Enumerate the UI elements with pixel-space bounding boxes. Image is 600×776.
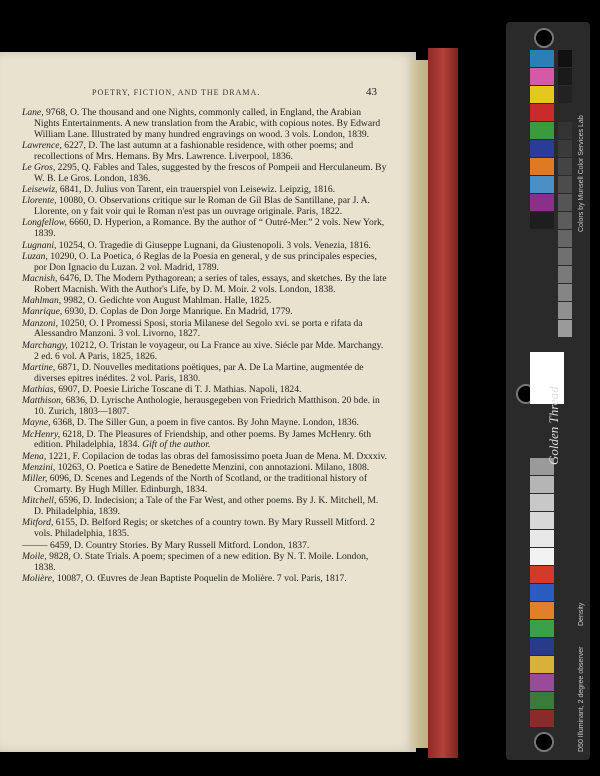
entry-text: 6660, D. Hyperion, a Romance. By the author of “ Outré-Mer.” 2 vols. New York, 1839. [34,217,385,240]
entry-text: 6907, D. Poesie Liriche Toscane di T. J. Mathias. Napoli, 1824. [55,383,302,395]
swatch-column-bottom [530,458,554,728]
color-swatch [530,494,554,511]
entry-text: 6476, D. The Modern Pythagorean; a series of tales, essays, and sketches. By the late Robert Macnish. With the Author's Life, by D. M. Moir. 2 vols. London, 1838. [34,272,387,295]
gray-swatch [558,140,572,157]
gray-swatch [558,230,572,247]
entry-text: 6841, D. Julius von Tarent, ein trauerspiel von Leisewiz. Leipzig, 1816. [57,184,336,196]
entry-author: Mitchell, [22,495,57,507]
catalog-entry [22,541,388,552]
gray-swatch [558,86,572,103]
entry-text: 10080, O. Observations critique sur le Roman de Gil Blas de Santillane, par J. A. Llorente, on y fait voir qui le Roman n'est pas un ouvrage originale. Paris, 1822. [34,195,370,218]
entry-author: Lane, [22,107,44,118]
card-hole-bottom [534,732,554,752]
gray-swatch [558,266,572,283]
entry-author: Manzoni, [22,317,58,329]
entry-text: 6227, D. The last autumn at a fashionable residence, with other poems; and recollections of Mrs. Hemans. By Mrs. Lawrence. Liverpool, 1836. [34,139,354,162]
entry-author: Leisewiz, [22,184,58,196]
gray-swatch [558,212,572,229]
entry-author: Mayne, [22,417,51,429]
card-label-top: Colors by Munsell Color Services Lab [578,115,585,232]
entry-author: Mahlman, [22,295,62,307]
catalog-entry [22,307,388,318]
entry-author: Menzini, [22,462,56,473]
entry-author: McHenry, [22,428,61,440]
color-swatch [530,638,554,655]
entry-author: Lugnani, [22,239,57,251]
color-swatch [530,476,554,493]
entry-text: 6871, D. Nouvelles meditations poëtiques, par A. De La Martine, augmentée de diverses epitres inédites. 2 vol. Paris, 1830. [34,361,364,384]
color-swatch [530,140,554,157]
catalog-entry [22,218,388,240]
header-title: POETRY, FICTION, AND THE DRAMA. [92,88,261,97]
catalog-entry [22,385,388,396]
entry-text: 9828, O. State Trials. A poem; specimen of a new edition. By N. T. Moile. London, 1838. [34,550,369,573]
color-swatch [530,548,554,565]
color-swatch [530,530,554,547]
gray-column-top [558,50,572,338]
entry-text: 6096, D. Scenes and Legends of the North of Scotland, or the traditional history of Cromarty. By Hugh Miller. Edinburgh, 1834. [34,473,368,496]
entry-text: 10250, O. I Promessi Sposi, storia Milanese del Segolo xvi. se porta e rifata da Alessandro Manzoni. 3 vol. Livorno, 1827. [34,317,363,340]
catalog-entry [22,274,388,296]
color-swatch [530,584,554,601]
entry-text: 2295, Q. Fables and Tales, suggested by the frescos of Pompeii and Herculaneum. By W. B. Le Gros. London, 1836. [34,161,387,184]
color-swatch [530,212,554,229]
gray-swatch [558,104,572,121]
catalog-entry [22,252,388,274]
gray-swatch [558,122,572,139]
color-swatch [530,194,554,211]
catalog-entry [22,463,388,474]
gray-swatch [558,50,572,67]
gray-swatch [558,194,572,211]
entry-text: 9768, O. The thousand and one Nights, commonly called, in England, the Arabian Nights Entertainments. A new translation from the Arabic, with copious notes. By Edward William Lane. Illustrated by many hundred engravings on wood. 3 vols. London, 1839. [34,107,381,140]
color-swatch [530,656,554,673]
catalog-entry [22,241,388,252]
entry-author: Le Gros, [22,161,56,173]
catalog-entry [22,341,388,363]
catalog-entry [22,518,388,540]
gray-swatch [558,248,572,265]
entry-text: 10263, O. Poetica e Satire de Benedette Menzini, con annotazioni. Milano, 1808. [55,462,370,473]
entry-author: Mathias, [22,383,56,395]
entry-author: Marchangy, [22,339,68,351]
catalog-entry [22,418,388,429]
entry-text: 10290, O. La Poetica, ó Reglas de la Poesia en general, y de sus principales especies, por Don Ignacio du Luzan. 2 vol. Madrid, 1789. [34,250,377,273]
entry-text: 6218, D. The Pleasures of Friendship, and other poems. By James McHenry. 6th edition. Philadelphia, 1834. [34,428,372,451]
entry-author: Mena, [22,450,47,462]
catalog-entry [22,296,388,307]
color-swatch [530,158,554,175]
color-swatch [530,104,554,121]
entry-text: 10212, O. Tristan le voyageur, ou La France au xive. Siécle par Mde. Marchangy. 2 ed. 6 vol. A Paris, 1825, 1826. [34,339,384,362]
entry-text: 6459, D. Country Stories. By Mary Russell Mitford. London, 1837. [47,539,310,551]
entry-author: Moile, [22,550,47,562]
color-swatch [530,602,554,619]
color-swatch [530,68,554,85]
entry-author: Molière, [22,572,55,584]
gray-swatch [558,158,572,175]
entry-text: 6930, D. Coplas de Don Jorge Manrique. En Madrid, 1779. [62,306,293,318]
catalog-entry [22,319,388,341]
gray-swatch [558,320,572,337]
entry-author: Miller, [22,473,48,485]
entry-text: 10254, O. Tragedie di Giuseppe Lugnani, da Giustenopoli. 3 vols. Venezia, 1816. [56,239,371,251]
entry-gift-note: Gift of the author. [142,439,211,451]
entry-author: Matthison, [22,395,64,407]
card-label-bottom: D50 Illuminant, 2 degree observer [578,646,585,752]
catalog-entry [22,574,388,585]
entry-author: Macnish, [22,272,58,284]
entry-author: Llorente, [22,195,57,207]
book-cover [428,48,458,758]
gray-swatch [558,176,572,193]
catalog-entry [22,552,388,574]
color-swatch [530,710,554,727]
entry-author: Mitford, [22,517,54,529]
entry-text: 6596, D. Indecision; a Tale of the Far West, and other poems. By J. K. Mitchell, M. D. Philadelphia, 1839. [34,495,379,518]
color-swatch [530,176,554,193]
catalog-entry [22,108,388,140]
density-label: Density [578,602,585,626]
gray-swatch [558,302,572,319]
page-number: 43 [366,86,377,98]
catalog-entry [22,452,388,463]
entry-author: Luzan, [22,250,48,262]
entry-author: Lawrence, [22,139,62,151]
card-hole-top [534,28,554,48]
catalog-entry [22,363,388,385]
entry-text: 6368, D. The Siller Gun, a poem in five cantos. By John Mayne. London, 1836. [50,417,359,429]
catalog-entry [22,396,388,418]
catalog-entry [22,496,388,518]
entry-text: 1221, F. Copilacion de todas las obras del famosissimo poeta Juan de Mena. M. Dxxxiv. [46,450,387,462]
entry-text: 9982, O. Gedichte von August Mahlman. Halle, 1825. [61,295,272,307]
gray-swatch [558,284,572,301]
catalog-entry [22,430,388,452]
catalog-entry [22,196,388,218]
catalog-entry [22,141,388,163]
catalog-entries [22,108,388,585]
entry-text: 6155, D. Belford Regis; or sketches of a country town. By Mary Russell Mitford. 2 vols. Philadelphia, 1835. [34,517,375,540]
color-swatch [530,692,554,709]
color-swatch [530,122,554,139]
color-swatch [530,50,554,67]
entry-text: 10087, O. Œuvres de Jean Baptiste Poquelin de Molière. 7 vol. Paris, 1817. [54,572,347,584]
entry-author: Martine, [22,361,56,373]
catalog-entry [22,185,388,196]
entry-author: ——— [22,539,48,551]
color-swatch [530,566,554,583]
color-swatch [530,86,554,103]
swatch-column-top [530,50,554,230]
catalog-entry [22,163,388,185]
entry-author: Longfellow, [22,217,67,229]
entry-text: 6836, D. Lyrische Anthologie, herausgegeben von Friedrich Matthison. 20 bde. in 10. Zurich, 1803—1807. [34,395,380,418]
color-swatch [530,620,554,637]
catalog-entry [22,474,388,496]
brand-logo: Golden Thread [546,386,561,465]
gray-swatch [558,68,572,85]
entry-author: Manrique, [22,306,63,318]
color-swatch [530,512,554,529]
color-swatch [530,674,554,691]
